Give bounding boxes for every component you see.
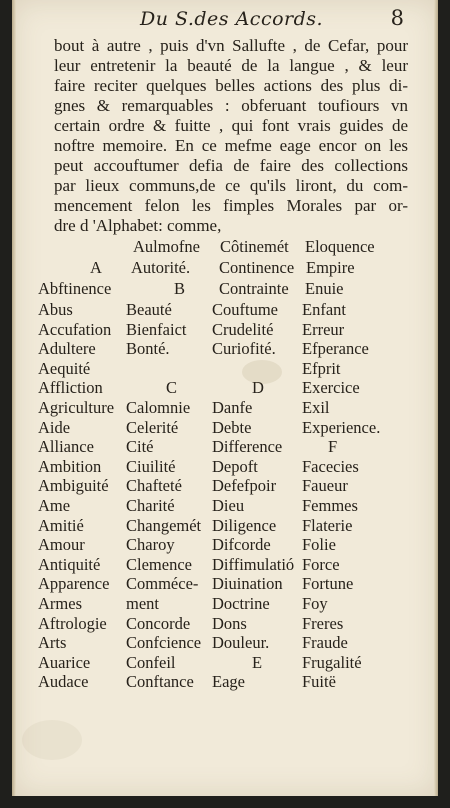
index-word: Doctrine bbox=[212, 594, 270, 613]
index-word: Côtinemét bbox=[220, 237, 289, 256]
index-word: Amitié bbox=[38, 515, 84, 535]
index-word: Changemét bbox=[126, 515, 202, 535]
index-word: Efprit bbox=[302, 358, 341, 378]
index-word: Comméce- bbox=[126, 574, 199, 594]
index-word: Confcience bbox=[126, 633, 202, 653]
paper-stain bbox=[242, 360, 282, 384]
index-word: Abus bbox=[38, 300, 73, 319]
section-letter: E bbox=[252, 652, 263, 672]
index-word: Foy bbox=[302, 594, 328, 613]
index-word: Charité bbox=[126, 496, 175, 515]
index-word: Fortune bbox=[302, 574, 354, 594]
paragraph-line: dre d 'Alphabet: comme, bbox=[54, 216, 222, 235]
index-word: Armes bbox=[38, 594, 82, 613]
index-word: ment bbox=[126, 594, 159, 613]
section-letter: D bbox=[252, 378, 264, 398]
paragraph-line: par lieux communs,de ce qu'ils liront, du com- bbox=[54, 176, 408, 195]
page-edge-left bbox=[12, 0, 16, 796]
paragraph-line: bout à autre , puis d'vn Sallufte , de Cefar, pour bbox=[54, 36, 408, 55]
book-page bbox=[12, 0, 438, 796]
index-word: Aftrologie bbox=[38, 613, 107, 633]
index-word: Faueur bbox=[302, 476, 348, 496]
section-letter: F bbox=[328, 437, 338, 457]
paragraph-line: faire reciter quelques belles actions des plus di- bbox=[54, 76, 408, 95]
section-letter: A bbox=[90, 258, 102, 277]
index-word: Abftinence bbox=[38, 279, 112, 298]
index-word: Beauté bbox=[126, 300, 172, 319]
section-letter: C bbox=[166, 378, 178, 398]
index-word: Accufation bbox=[38, 319, 112, 339]
index-word: Cité bbox=[126, 437, 154, 457]
body-paragraph bbox=[54, 36, 408, 236]
index-word: Aequité bbox=[38, 358, 91, 378]
index-word: Diuination bbox=[212, 574, 283, 594]
index-word: Bienfaict bbox=[126, 319, 187, 339]
index-word: Curiofité. bbox=[212, 339, 276, 359]
index-word: Amour bbox=[38, 535, 85, 555]
index-word: Calomnie bbox=[126, 398, 191, 417]
index-word: Adultere bbox=[38, 339, 96, 359]
page-number: 8 bbox=[390, 6, 404, 30]
index-word: Exil bbox=[302, 398, 330, 417]
index-word: Eloquence bbox=[305, 237, 375, 256]
running-title: Du S.des Accords. bbox=[140, 8, 324, 30]
index-word: Douleur. bbox=[212, 633, 270, 653]
index-word: Antiquité bbox=[38, 554, 101, 574]
paragraph-line: certain ordre & fuitte , qui font vrais guides de bbox=[54, 116, 408, 135]
index-word: Experience. bbox=[302, 417, 381, 437]
index-word: Facecies bbox=[302, 456, 359, 476]
index-word: Bonté. bbox=[126, 339, 170, 359]
index-word: Clemence bbox=[126, 554, 192, 574]
paper-stain bbox=[22, 720, 82, 760]
index-word: Confeil bbox=[126, 652, 176, 672]
index-word: Autorité. bbox=[131, 258, 191, 277]
index-word: Continence bbox=[219, 258, 295, 277]
index-word: Frugalité bbox=[302, 652, 362, 672]
index-word: Chafteté bbox=[126, 476, 182, 496]
index-word: Enuie bbox=[305, 279, 344, 298]
index-word: Conftance bbox=[126, 672, 194, 692]
index-word: Difcorde bbox=[212, 535, 271, 555]
index-word: Aulmofne bbox=[133, 237, 200, 256]
page-header bbox=[112, 6, 412, 32]
index-word: Femmes bbox=[302, 496, 358, 515]
index-word: Aide bbox=[38, 417, 71, 437]
index-word: Contrainte bbox=[219, 279, 289, 298]
index-word: Charoy bbox=[126, 535, 175, 555]
page-edge-right bbox=[434, 0, 438, 796]
paragraph-line: leur entretenir la beauté de la langue , & leur bbox=[54, 56, 408, 75]
section-letter: B bbox=[174, 279, 186, 298]
index-word: Ciuilité bbox=[126, 456, 176, 476]
index-word: Crudelité bbox=[212, 319, 274, 339]
index-word: Debte bbox=[212, 417, 252, 437]
index-word: Couftume bbox=[212, 300, 278, 319]
index-word: Fuitë bbox=[302, 672, 336, 692]
index-word: Ambition bbox=[38, 456, 102, 476]
index-word: Affliction bbox=[38, 378, 103, 398]
index-word: Ame bbox=[38, 496, 71, 515]
index-word: Apparence bbox=[38, 574, 110, 594]
paragraph-line: noftre memoire. En ce mefme eage encor on les bbox=[54, 136, 408, 155]
index-word: Force bbox=[302, 554, 340, 574]
index-word: Dieu bbox=[212, 496, 245, 515]
index-word: Empire bbox=[306, 258, 355, 277]
index-word: Diligence bbox=[212, 515, 277, 535]
paragraph-line: mencement felon les fimples Morales par or- bbox=[54, 196, 408, 215]
index-word: Difference bbox=[212, 437, 283, 457]
index-word: Eage bbox=[212, 672, 245, 692]
index-word: Agriculture bbox=[38, 398, 115, 417]
index-word: Dons bbox=[212, 613, 247, 633]
index-word: Efperance bbox=[302, 339, 369, 359]
index-word: Defefpoir bbox=[212, 476, 277, 496]
index-word: Enfant bbox=[302, 300, 346, 319]
paragraph-line: gnes & remarquables : obferuant toufiours vn bbox=[54, 96, 408, 115]
index-word: Ambiguité bbox=[38, 476, 109, 496]
index-word: Audace bbox=[38, 672, 89, 692]
index-word: Arts bbox=[38, 633, 67, 653]
index-word: Celerité bbox=[126, 417, 179, 437]
index-word: Auarice bbox=[38, 652, 91, 672]
index-word: Danfe bbox=[212, 398, 253, 417]
index-word: Alliance bbox=[38, 437, 94, 457]
index-word: Freres bbox=[302, 613, 344, 633]
index-word: Diffimulatió bbox=[212, 554, 295, 574]
index-word: Concorde bbox=[126, 613, 191, 633]
index-word: Folie bbox=[302, 535, 336, 555]
index-word: Fraude bbox=[302, 633, 348, 653]
index-word: Flaterie bbox=[302, 515, 353, 535]
index-word: Depoft bbox=[212, 456, 258, 476]
paragraph-line: peut accouftumer defia de faire des collections bbox=[54, 156, 408, 175]
index-word: Exercice bbox=[302, 378, 360, 398]
index-word: Erreur bbox=[302, 319, 345, 339]
